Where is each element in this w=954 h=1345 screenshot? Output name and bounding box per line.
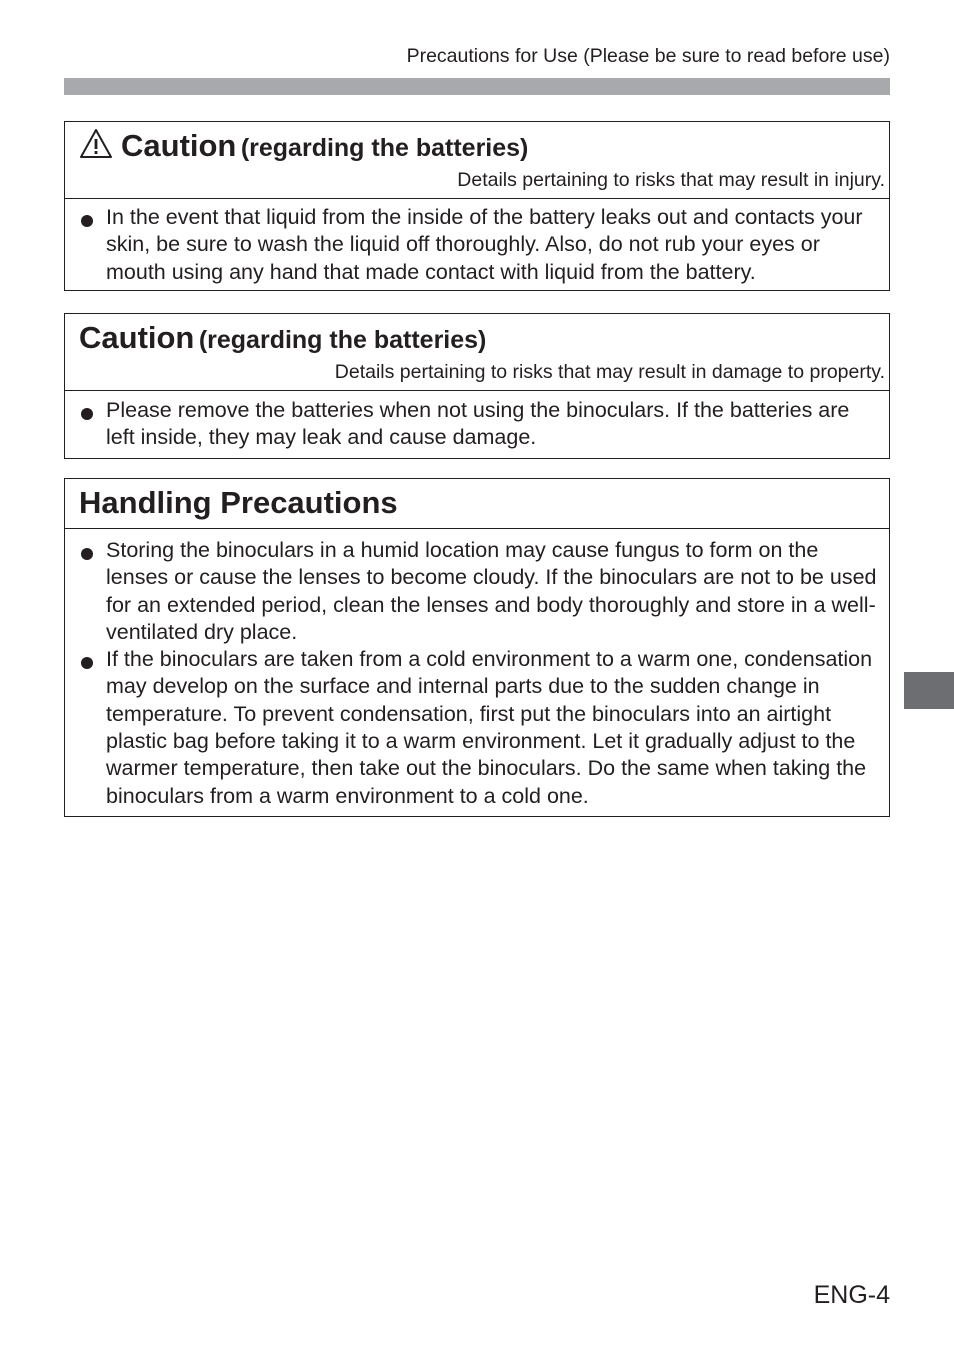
caution-injury-list xyxy=(65,199,889,290)
page-header-title: Precautions for Use (Please be sure to read before use) xyxy=(406,45,890,67)
bullet-icon xyxy=(81,657,93,669)
section-tab-marker xyxy=(904,672,954,709)
caution-property-title-main: Caution xyxy=(79,320,195,355)
caution-injury-note: Details pertaining to risks that may result in injury. xyxy=(457,169,885,191)
list-item-text: Storing the binoculars in a humid location may cause fungus to form on the lenses or cause the lenses to become cloudy. If the binoculars are not to be used for an extended period, clean the lenses and body thoroughly and store in a well-ventilated dry place. xyxy=(106,538,877,644)
caution-property-note: Details pertaining to risks that may result in damage to property. xyxy=(334,361,885,383)
bullet-icon xyxy=(81,215,93,227)
caution-injury-title-main: Caution xyxy=(121,128,237,163)
bullet-icon xyxy=(81,548,93,560)
list-item xyxy=(65,204,889,286)
list-item xyxy=(65,397,889,452)
caution-property-title-sub: (regarding the batteries) xyxy=(198,326,487,354)
handling-precautions-header xyxy=(65,479,889,529)
caution-injury-header xyxy=(65,122,889,199)
header-bar xyxy=(64,78,890,95)
list-item xyxy=(65,646,889,810)
list-item-text: If the binoculars are taken from a cold environment to a warm one, condensation may develop on the surface and internal parts due to the sudden change in temperature. To prevent condensation, first put the binoculars into an airtight plastic bag before taking it to a warm environment. Let it gradually adjust to the warmer temperature, then take out the binoculars. Do the same when taking the binoculars from a warm environment to a cold one. xyxy=(106,647,873,808)
bullet-icon xyxy=(81,408,93,420)
warning-triangle-icon xyxy=(79,128,113,159)
caution-property-list xyxy=(65,391,889,458)
handling-precautions-title-main: Handling Precautions xyxy=(79,485,398,520)
caution-property-title xyxy=(79,320,486,356)
caution-injury-box xyxy=(64,121,890,291)
page-number: ENG-4 xyxy=(813,1281,890,1309)
handling-precautions-title xyxy=(79,485,398,521)
caution-injury-title-sub: (regarding the batteries) xyxy=(240,134,529,162)
caution-injury-title xyxy=(79,128,528,164)
caution-property-header xyxy=(65,314,889,391)
list-item xyxy=(65,537,889,646)
handling-precautions-box xyxy=(64,478,890,817)
handling-precautions-list xyxy=(65,529,889,816)
list-item-text: In the event that liquid from the inside of the battery leaks out and contacts your skin, be sure to wash the liquid off thoroughly. Also, do not rub your eyes or mouth using any hand that made contact with liquid from the battery. xyxy=(106,205,863,284)
list-item-text: Please remove the batteries when not using the binoculars. If the batteries are left inside, they may leak and cause damage. xyxy=(106,398,850,450)
caution-property-box xyxy=(64,313,890,459)
